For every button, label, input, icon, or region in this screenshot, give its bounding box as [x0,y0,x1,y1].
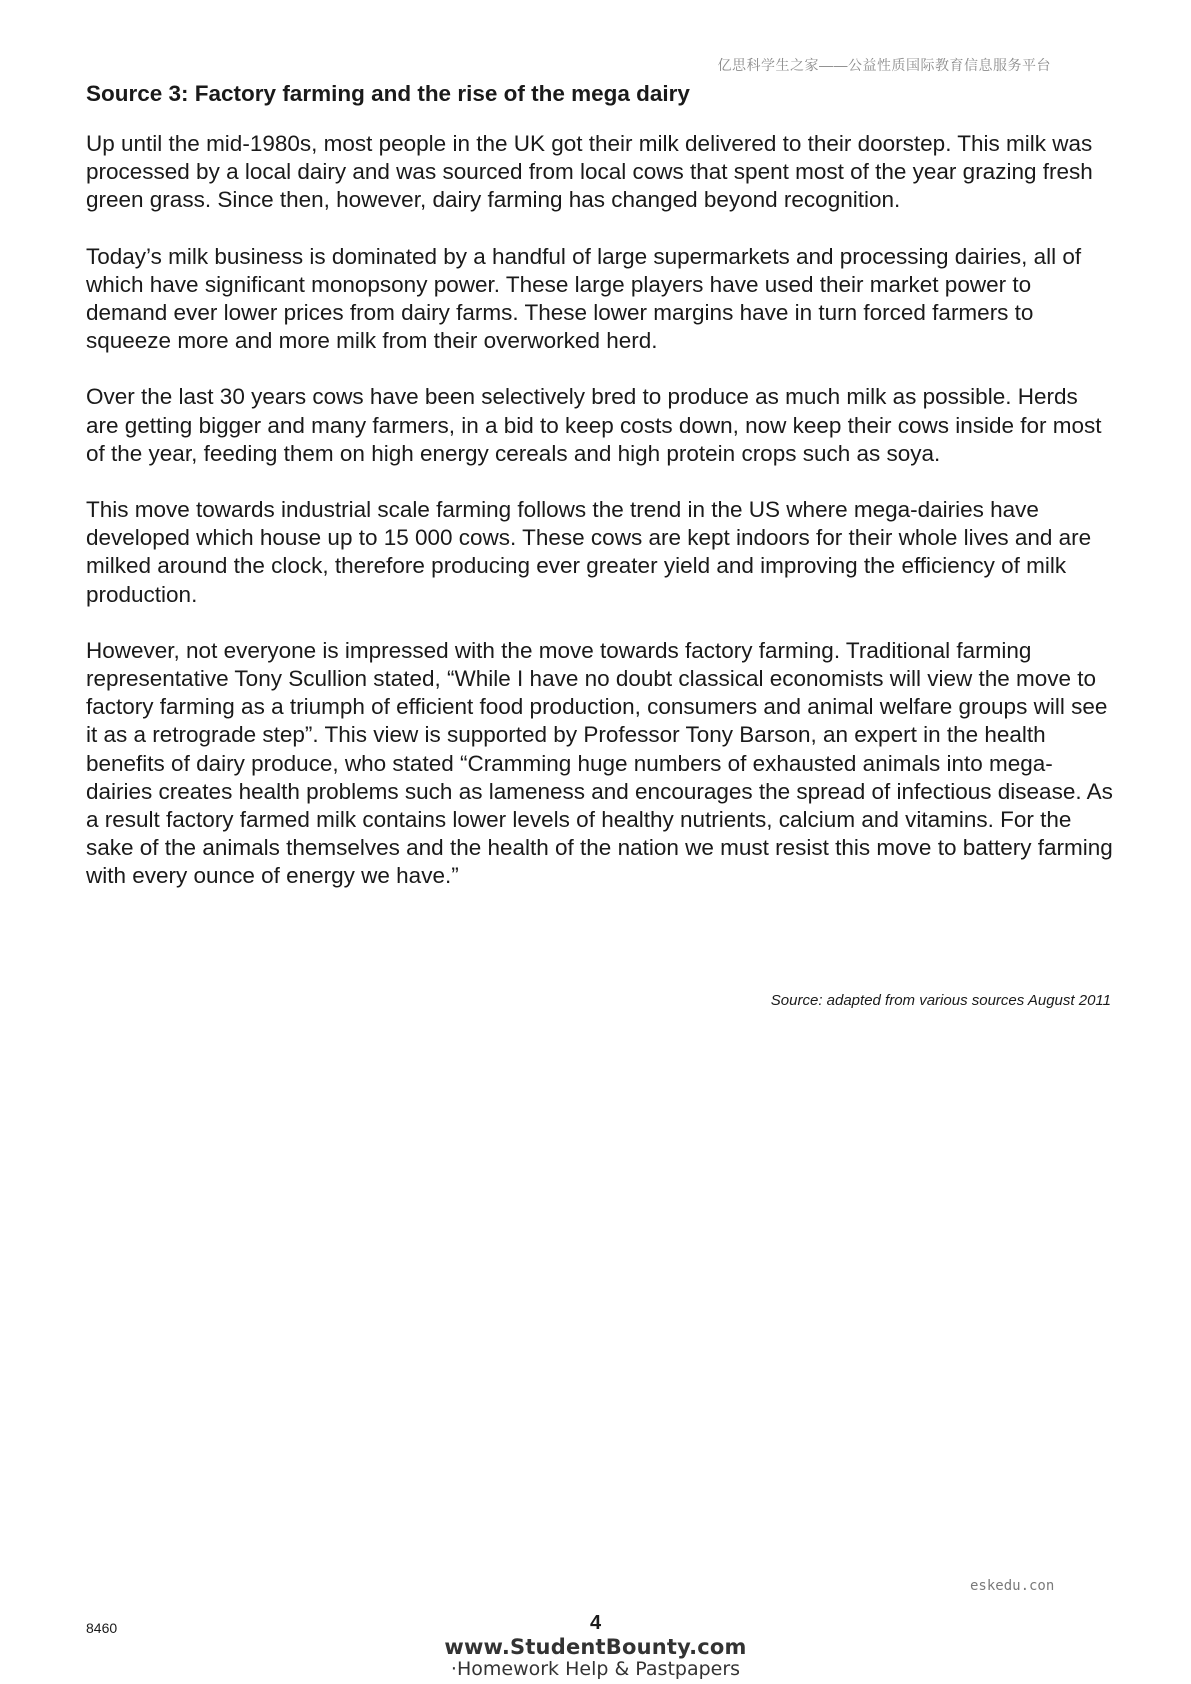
watermark-header: 亿思科学生之家——公益性质国际教育信息服务平台 [717,57,1051,73]
document-body [86,80,1116,1009]
source-attribution: Source: adapted from various sources August 2011 [770,992,1111,1009]
paragraph-2: Today’s milk business is dominated by a handful of large supermarkets and processing dairies, all of which have significant monopsony power. These large players have used their market power to demand ever lower prices from dairy farms. These lower margins have in turn forced farmers to squeeze more and more milk from their overworked herd. [86,243,1082,354]
paragraph-4: This move towards industrial scale farming follows the trend in the US where mega-dairies have developed which house up to 15 000 cows. These cows are kept indoors for their whole lives and are milked around the clock, therefore producing ever greater yield and improving the efficiency of milk production. [86,497,1092,607]
paragraph-5: However, not everyone is impressed with the move towards factory farming. Traditional farming representative Tony Scullion stated, “While I have no doubt classical economists will view the move to factory farming as a triumph of efficient food production, consumers and animal welfare groups will see it as a retrograde step”. This view is supported by Professor Tony Barson, an expert in the health benefits of dairy produce, who stated “Cramming huge numbers of exhausted animals into mega-dairies creates health problems such as lameness and encourages the spread of infectious disease. As a result factory farmed milk contains lower levels of healthy nutrients, calcium and vitamins. For the sake of the animals themselves and the health of the nation we must resist this move to battery farming with every ounce of energy we have.” [86,637,1113,889]
paragraph-1: Up until the mid-1980s, most people in the UK got their milk delivered to their doorstep. This milk was processed by a local dairy and was sourced from local cows that spent most of the year grazing fresh green grass. Since then, however, dairy farming has changed beyond recognition. [86,131,1093,213]
studentbounty-logo [0,1636,1191,1680]
logo-url: www.StudentBounty.com [444,1635,747,1659]
paragraph-3: Over the last 30 years cows have been selectively bred to produce as much milk as possible. Herds are getting bigger and many farmers, in a bid to keep costs down, now keep their cows inside for most of the year, feeding them on high energy cereals and high protein crops such as soya. [86,384,1102,466]
logo-tagline: ·Homework Help & Pastpapers [450,1658,741,1680]
page-number: 4 [589,1612,602,1634]
watermark-footer: eskedu.con [970,1578,1055,1594]
source-heading: Source 3: Factory farming and the rise of the mega dairy [86,81,690,106]
paper-code: 8460 [86,1620,118,1636]
